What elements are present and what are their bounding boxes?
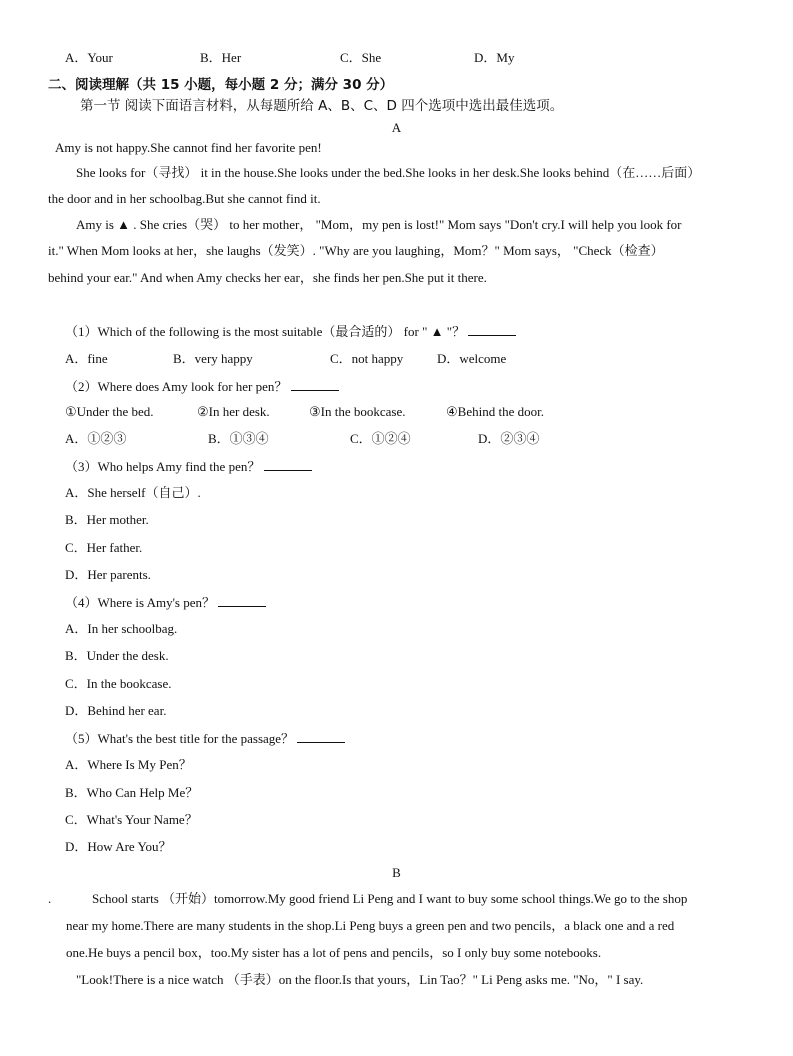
q2-option-c[interactable]: C．①②④ <box>350 431 411 446</box>
q3-option-d[interactable]: D．Her parents. <box>65 567 151 582</box>
passage-a-line-3: the door and in her schoolbag.But she cannot find it. <box>48 191 321 206</box>
passage-b-line-2: near my home.There are many students in the shop.Li Peng buys a green pen and two pencils，a black one and a red <box>66 918 675 933</box>
q2-answer-blank[interactable] <box>291 378 339 391</box>
section-instruction: 第一节 阅读下面语言材料，从每题所给 A、B、C、D 四个选项中选出最佳选项。 <box>80 98 564 114</box>
q1-option-b[interactable]: B．very happy <box>173 351 253 366</box>
q4-option-d[interactable]: D．Behind her ear. <box>65 703 167 718</box>
passage-a-line-1: Amy is not happy.She cannot find her favorite pen! <box>55 140 322 155</box>
q1-option-d[interactable]: D．welcome <box>437 351 507 366</box>
q4-option-a[interactable]: A．In her schoolbag. <box>65 621 178 636</box>
q3-stem-row <box>65 458 312 475</box>
q2-stem-row <box>65 378 339 395</box>
q2-item-2: ②In her desk. <box>197 404 270 419</box>
prev-option-a: A．Your <box>65 50 113 65</box>
passage-b-dot: . <box>48 891 52 906</box>
q1-stem: （1）Which of the following is the most suitable（最合适的） for " ▲ "？ <box>65 324 469 339</box>
q1-stem-row <box>65 323 516 340</box>
prev-option-d: D．My <box>474 50 515 65</box>
prev-option-c: C．She <box>340 50 382 65</box>
q5-option-b[interactable]: B．Who Can Help Me？ <box>65 785 199 800</box>
passage-a-line-4: Amy is ▲ . She cries（哭） to her mother， "Mom，my pen is lost!" Mom says "Don't cry.I will help you look for <box>76 217 682 232</box>
passage-a-line-2: She looks for（寻找） it in the house.She looks under the bed.She looks in her desk.She looks behind（在……后面） <box>76 165 701 180</box>
q2-item-1: ①Under the bed. <box>65 404 154 419</box>
passage-a-label: A <box>391 120 402 135</box>
q3-option-c[interactable]: C．Her father. <box>65 540 143 555</box>
passage-b-line-1: School starts （开始）tomorrow.My good friend Li Peng and I want to buy some school things.We go to the shop <box>92 891 688 906</box>
q1-option-c[interactable]: C．not happy <box>330 351 404 366</box>
q2-item-4: ④Behind the door. <box>446 404 544 419</box>
q2-option-d[interactable]: D．②③④ <box>478 431 540 446</box>
q5-option-a[interactable]: A．Where Is My Pen？ <box>65 757 192 772</box>
q2-option-a[interactable]: A．①②③ <box>65 431 127 446</box>
passage-a-line-5: it." When Mom looks at her，she laughs（发笑）. "Why are you laughing，Mom？" Mom says， "Check（检查） <box>48 243 664 258</box>
q5-stem: （5）What's the best title for the passage？ <box>65 731 298 746</box>
q3-answer-blank[interactable] <box>264 458 312 471</box>
q4-stem: （4）Where is Amy's pen？ <box>65 595 219 610</box>
q4-stem-row <box>65 594 266 611</box>
q5-stem-row <box>65 730 345 747</box>
q4-option-b[interactable]: B．Under the desk. <box>65 648 169 663</box>
passage-b-line-4: "Look!There is a nice watch （手表）on the floor.Is that yours，Lin Tao？" Li Peng asks me. "No，" I say. <box>76 972 644 987</box>
prev-option-b: B．Her <box>200 50 242 65</box>
q4-answer-blank[interactable] <box>218 594 266 607</box>
q2-item-3: ③In the bookcase. <box>309 404 406 419</box>
q2-stem: （2）Where does Amy look for her pen？ <box>65 379 291 394</box>
q1-answer-blank[interactable] <box>468 323 516 336</box>
q3-option-b[interactable]: B．Her mother. <box>65 512 149 527</box>
q5-answer-blank[interactable] <box>297 730 345 743</box>
section-heading: 二、阅读理解（共 15 小题，每小题 2 分；满分 30 分） <box>48 77 394 93</box>
q3-stem: （3）Who helps Amy find the pen？ <box>65 459 264 474</box>
passage-a-line-6: behind your ear." And when Amy checks her ear，she finds her pen.She put it there. <box>48 270 487 285</box>
q4-option-c[interactable]: C．In the bookcase. <box>65 676 172 691</box>
q1-option-a[interactable]: A．fine <box>65 351 108 366</box>
q5-option-c[interactable]: C．What's Your Name？ <box>65 812 198 827</box>
q5-option-d[interactable]: D．How Are You？ <box>65 839 172 854</box>
q2-option-b[interactable]: B．①③④ <box>208 431 269 446</box>
passage-b-line-3: one.He buys a pencil box，too.My sister has a lot of pens and pencils，so I only buy some notebooks. <box>66 945 602 960</box>
q3-option-a[interactable]: A．She herself（自己）. <box>65 485 201 500</box>
passage-b-label: B <box>392 865 401 880</box>
